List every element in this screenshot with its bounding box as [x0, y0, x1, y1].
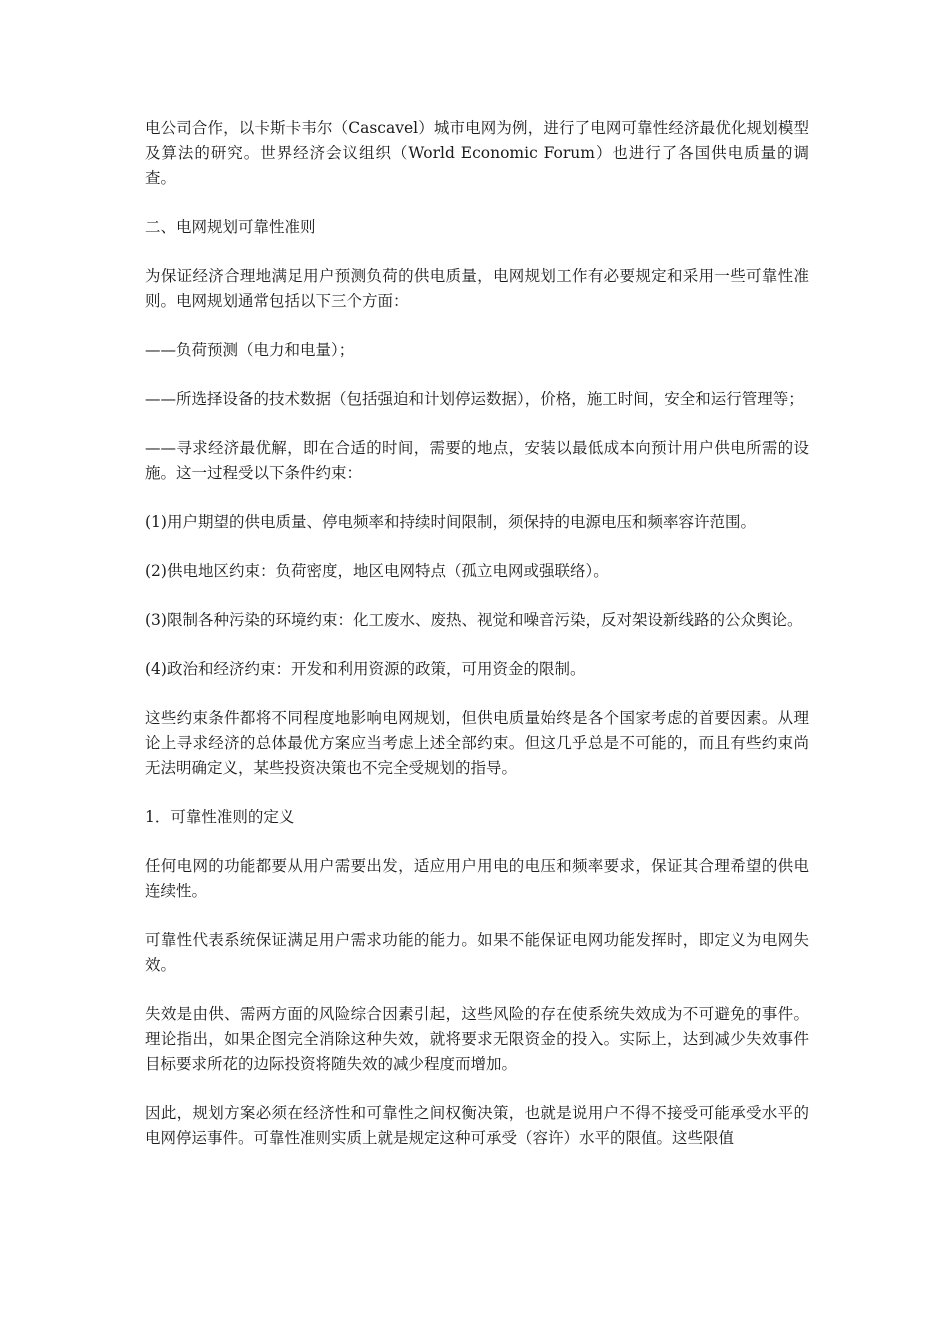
numbered-item: (3)限制各种污染的环境约束：化工废水、废热、视觉和噪音污染，反对架设新线路的公众舆论。: [145, 611, 803, 629]
paragraph: 可靠性代表系统保证满足用户需求功能的能力。如果不能保证电网功能发挥时，即定义为电网失效。: [145, 931, 809, 974]
paragraph: 因此，规划方案必须在经济性和可靠性之间权衡决策，也就是说用户不得不接受可能承受水平的电网停运事件。可靠性准则实质上就是规定这种可承受（容许）水平的限值。这些限值: [145, 1104, 809, 1147]
section-heading: 二、电网规划可靠性准则: [145, 218, 316, 236]
numbered-item: (2)供电地区约束：负荷密度，地区电网特点（孤立电网或强联络）。: [145, 562, 609, 580]
paragraph-continuation: 电公司合作，以卡斯卡韦尔（Cascavel）城市电网为例，进行了电网可靠性经济最优化规划模型及算法的研究。世界经济会议组织（World Economic Forum）也进行了各国供电质量的调查。: [145, 119, 809, 187]
numbered-item: (1)用户期望的供电质量、停电频率和持续时间限制，须保持的电源电压和频率容许范围。: [145, 513, 756, 531]
paragraph: 这些约束条件都将不同程度地影响电网规划，但供电质量始终是各个国家考虑的首要因素。从理论上寻求经济的总体最优方案应当考虑上述全部约束。但这几乎总是不可能的，而且有些约束尚无法明确定义，某些投资决策也不完全受规划的指导。: [145, 709, 809, 777]
list-item: ——所选择设备的技术数据（包括强迫和计划停运数据），价格，施工时间，安全和运行管理等；: [145, 390, 804, 408]
list-item: ——负荷预测（电力和电量）；: [145, 341, 355, 359]
numbered-item: (4)政治和经济约束：开发和利用资源的政策，可用资金的限制。: [145, 660, 586, 678]
subsection-heading: 1．可靠性准则的定义: [145, 808, 295, 826]
paragraph: 为保证经济合理地满足用户预测负荷的供电质量，电网规划工作有必要规定和采用一些可靠性准则。电网规划通常包括以下三个方面：: [145, 267, 809, 310]
list-item: ——寻求经济最优解，即在合适的时间，需要的地点，安装以最低成本向预计用户供电所需的设施。这一过程受以下条件约束：: [145, 439, 809, 482]
paragraph: 失效是由供、需两方面的风险综合因素引起，这些风险的存在使系统失效成为不可避免的事件。理论指出，如果企图完全消除这种失效，就将要求无限资金的投入。实际上，达到减少失效事件目标要求所花的边际投资将随失效的减少程度而增加。: [145, 1005, 809, 1073]
paragraph: 任何电网的功能都要从用户需要出发，适应用户用电的电压和频率要求，保证其合理希望的供电连续性。: [145, 857, 809, 900]
document-body: [145, 116, 809, 1175]
